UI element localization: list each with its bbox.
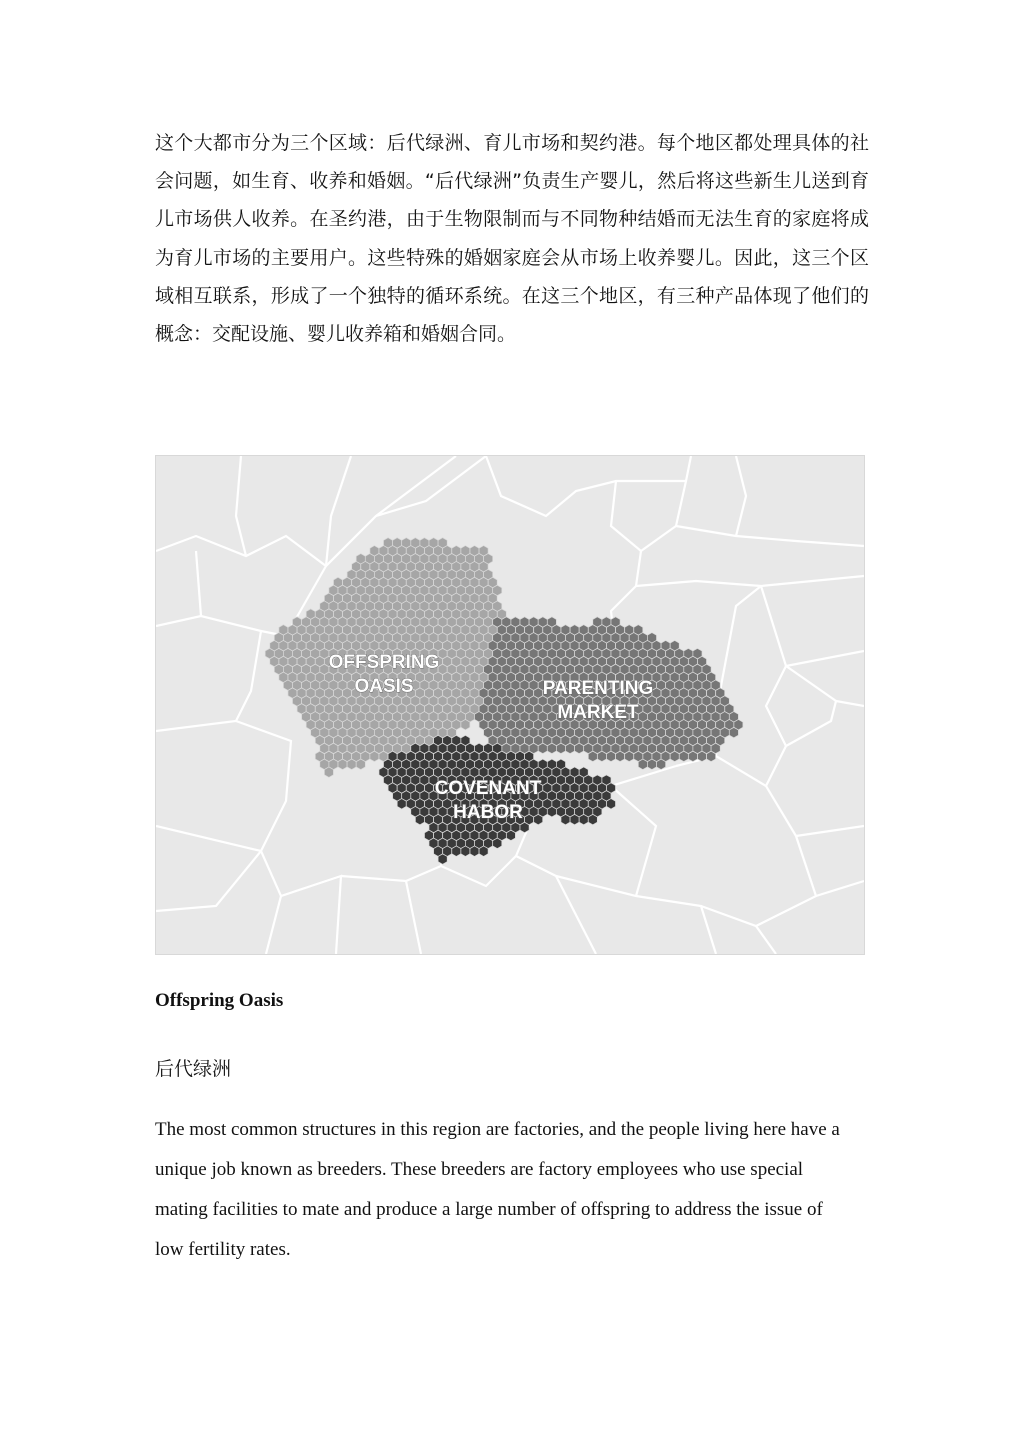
parenting-market-cell (616, 751, 625, 761)
parenting-market-cell (597, 751, 606, 761)
parenting-market-cell (698, 751, 707, 761)
parenting-market-cell (707, 751, 716, 761)
covenant-habor-cell (452, 846, 461, 856)
parenting-market-cell (607, 751, 616, 761)
covenant-habor-label-line-2: HABOR (453, 802, 523, 823)
parenting-market-cell (670, 751, 679, 761)
parenting-market-label-line-2: MARKET (557, 702, 639, 723)
covenant-habor-label-line-1: COVENANT (434, 778, 542, 799)
covenant-habor-cell (547, 807, 556, 817)
parenting-market-cell (657, 759, 666, 769)
district-map (155, 455, 865, 955)
parenting-market-cell (575, 743, 584, 753)
offspring-oasis-cell (370, 751, 379, 761)
covenant-habor-cell (534, 814, 543, 824)
parenting-market-cell (729, 727, 738, 737)
section-title: Offspring Oasis (155, 990, 284, 1011)
covenant-habor-cell (479, 846, 488, 856)
covenant-habor-cell (470, 846, 479, 856)
section-body: The most common structures in this region are factories, and the people living here have a unique job known as breeders. These breeders are factory employees who use special mating facilities to mate and produce a large number of offspring to address the issue of low fertility rates. (155, 1119, 840, 1260)
covenant-habor-cell (520, 822, 529, 832)
covenant-habor-cell (588, 814, 597, 824)
covenant-habor-cell (461, 846, 470, 856)
parenting-market-cell (625, 751, 634, 761)
covenant-habor-cell (607, 799, 616, 809)
section-subtitle: 后代绿洲 (155, 1058, 232, 1080)
parenting-market-cell (547, 743, 556, 753)
parenting-market-label-line-1: PARENTING (542, 678, 654, 699)
parenting-market-cell (556, 743, 565, 753)
covenant-habor-cell (397, 799, 406, 809)
parenting-market-cell (688, 751, 697, 761)
covenant-habor-cell (506, 830, 515, 840)
offspring-oasis-cell (356, 759, 365, 769)
covenant-habor-cell (415, 814, 424, 824)
covenant-habor-cell (570, 814, 579, 824)
parenting-market-cell (679, 751, 688, 761)
offspring-oasis-cell (347, 759, 356, 769)
covenant-habor-cell (561, 814, 570, 824)
offspring-oasis-cell (461, 720, 470, 730)
parenting-market-cell (566, 743, 575, 753)
offspring-oasis-cell (338, 759, 347, 769)
covenant-habor-cell (493, 838, 502, 848)
covenant-habor-cell (579, 814, 588, 824)
parenting-market-cell (638, 759, 647, 769)
covenant-habor-cell (438, 854, 447, 864)
parenting-market-cell (647, 759, 656, 769)
intro-paragraph: 这个大都市分为三个区域：后代绿洲、育儿市场和契约港。每个地区都处理具体的社会问题，如生育、收养和婚姻。“后代绿洲”负责生产婴儿，然后将这些新生儿送到育儿市场供人收养。在圣约港，由于生物限制而与不同物种结婚而无法生育的家庭将成为育儿市场的主要用户。这些特殊的婚姻家庭会从市场上收养婴儿。因此，这三个区域相互联系，形成了一个独特的循环系统。在这三个地区，有三种产品体现了他们的概念：交配设施、婴儿收养箱和婚姻合同。 (155, 132, 869, 346)
parenting-market-cell (588, 751, 597, 761)
offspring-oasis-label-line-2: OASIS (354, 676, 414, 697)
offspring-oasis-cell (324, 767, 333, 777)
parenting-market-cell (538, 743, 547, 753)
offspring-oasis-label-line-1: OFFSPRING (328, 652, 440, 673)
district-map-svg (156, 456, 864, 954)
